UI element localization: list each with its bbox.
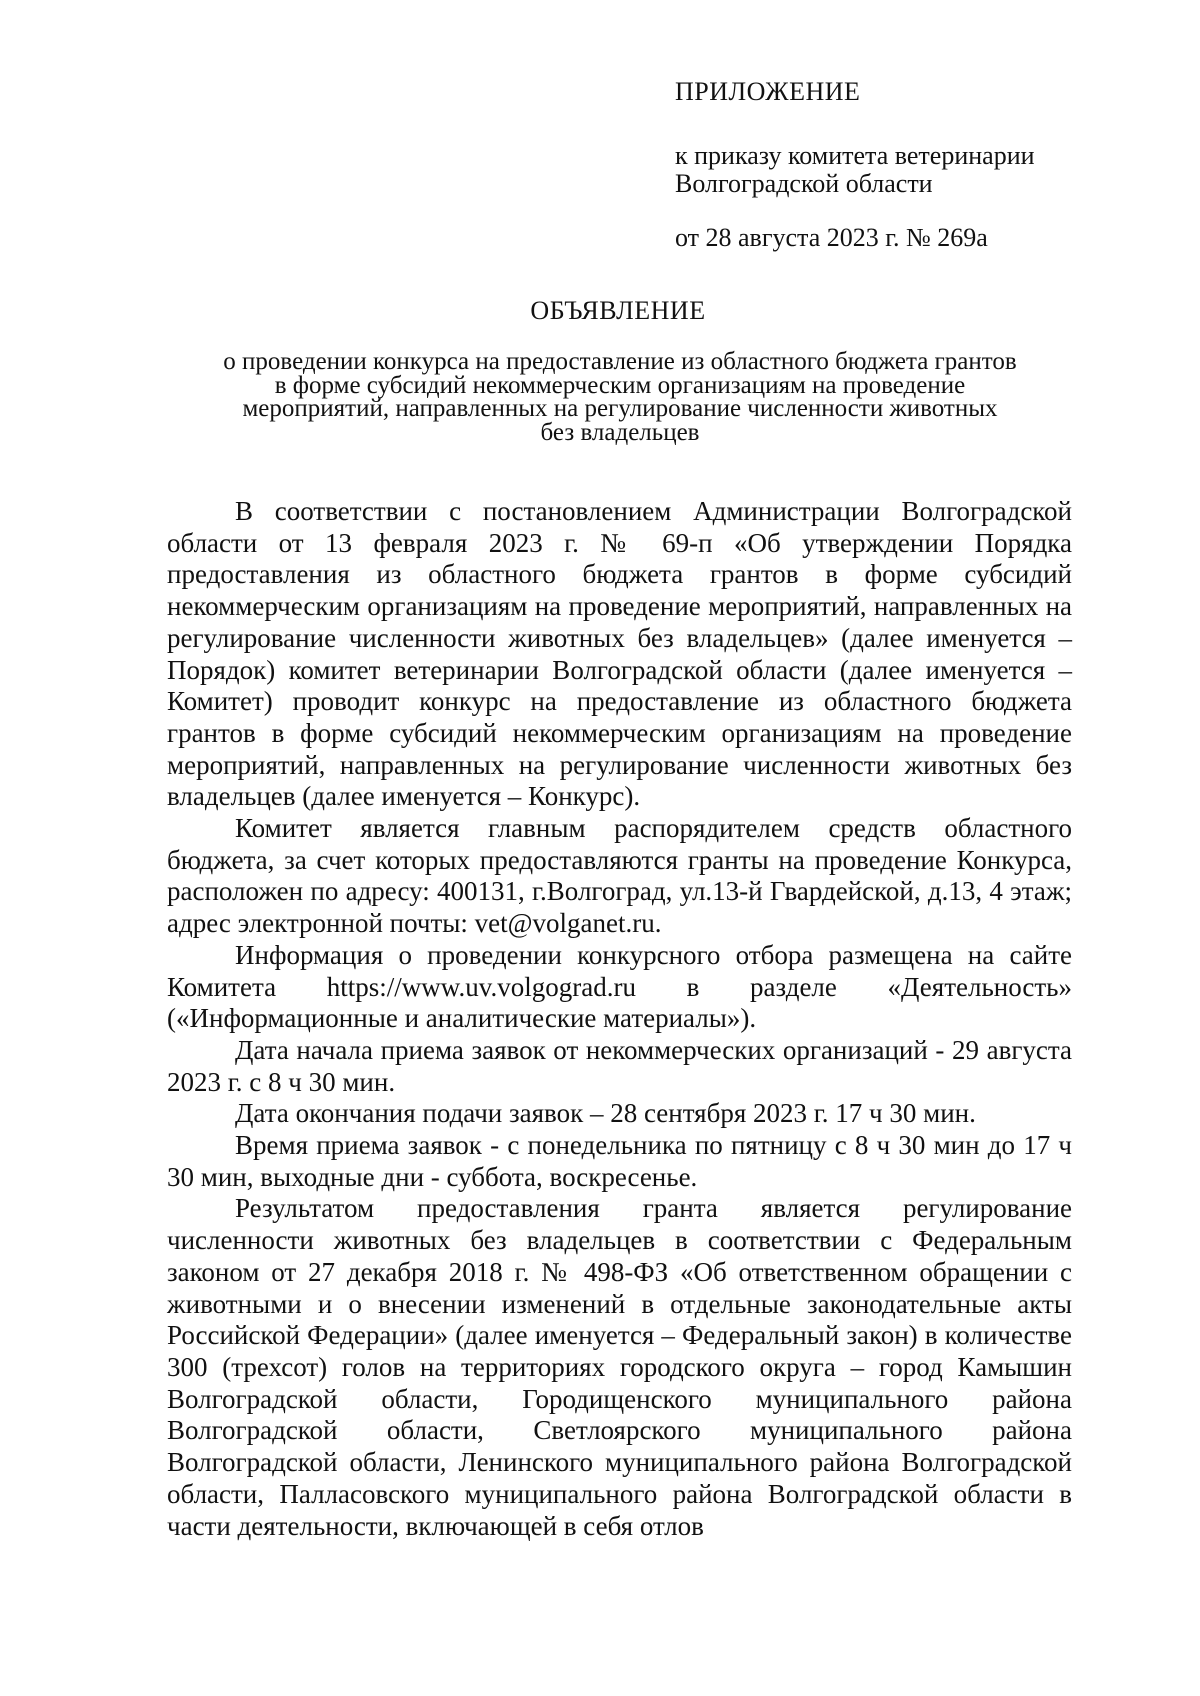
body-paragraph: Информация о проведении конкурсного отбора размещена на сайте Комитета https://www.uv.volgograd.ru в разделе «Деятельность» («Информационные и аналитические материалы»). [167,939,1072,1034]
order-date: от 28 августа 2023 г. № 269а [675,223,988,252]
document-title: ОБЪЯВЛЕНИЕ [530,296,706,325]
appendix-block [675,78,1095,252]
body-paragraph: Результатом предоставления гранта является регулирование численности животных без владельцев в соответствии с Федеральным законом от 27 декабря 2018 г. № 498-ФЗ «Об ответственном обращении с животными и о внесении изменений в отдельные законодательные акты Российской Федерации» (далее именуется – Федеральный закон) в количестве 300 (трехсот) голов на территориях городского округа – город Камышин Волгоградской области, Городищенского муниципального района Волгоградской области, Светлоярского муниципального района Волгоградской области, Ленинского муниципального района Волгоградской области, Палласовского муниципального района Волгоградской области в части деятельности, включающей в себя отлов [167,1193,1072,1541]
appendix-reference [675,142,1095,198]
appendix-title: ПРИЛОЖЕНИЕ [675,77,861,106]
body-paragraph: Комитет является главным распорядителем средств областного бюджета, за счет которых предоставляются гранты на проведение Конкурса, расположен по адресу: 400131, г.Волгоград, ул.13-й Гвардейской, д.13, 4 этаж; адрес электронной почты: vet@volganet.ru. [167,813,1072,939]
appendix-reference-line: к приказу комитета ветеринарии [675,141,1035,170]
body-paragraph: Дата окончания подачи заявок – 28 сентября 2023 г. 17 ч 30 мин. [235,1098,976,1129]
subtitle-line: в форме субсидий некоммерческим организациям на проведение [274,371,966,399]
subtitle-line: мероприятий, направленных на регулирование численности животных [242,395,998,422]
body-paragraph: В соответствии с постановлением Администрации Волгоградской области от 13 февраля 2023 г. № 69-п «Об утверждении Порядка предоставления из областного бюджета грантов в форме субсидий некоммерческим организациям на проведение мероприятий, направленных на регулирование численности животных без владельцев» (далее именуется – Порядок) комитет ветеринарии Волгоградской области (далее именуется – Комитет) проводит конкурс на предоставление из областного бюджета грантов в форме субсидий некоммерческим организациям на проведение мероприятий, направленных на регулирование численности животных без владельцев (далее именуется – Конкурс). [167,496,1072,812]
body-paragraph: Время приема заявок - с понедельника по пятницу с 8 ч 30 мин до 17 ч 30 мин, выходные дни - суббота, воскресенье. [167,1130,1072,1192]
subtitle-line: без владельцев [540,418,700,446]
body-paragraph: Дата начала приема заявок от некоммерческих организаций - 29 августа 2023 г. с 8 ч 30 мин. [167,1034,1072,1097]
document-body [167,496,1072,1542]
document-subtitle [150,350,1090,444]
appendix-reference-line: Волгоградской области [675,169,933,198]
subtitle-line: о проведении конкурса на предоставление из областного бюджета грантов [223,348,1017,375]
